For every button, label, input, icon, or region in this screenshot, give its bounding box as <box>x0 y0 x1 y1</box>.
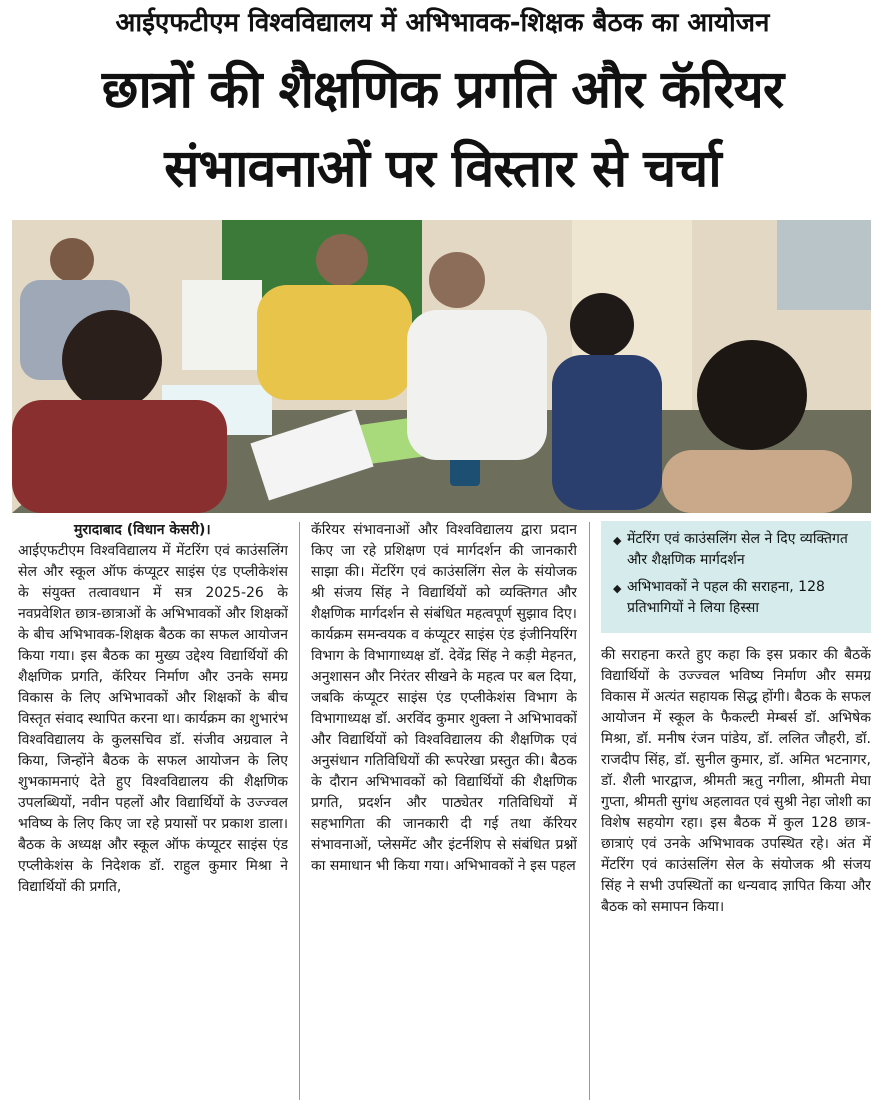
highlight-text: अभिभावकों ने पहल की सराहना, 128 प्रतिभागियों ने लिया हिस्सा <box>627 579 825 616</box>
main-headline-line-1: छात्रों की शैक्षणिक प्रगति और कॅरियर <box>101 60 784 120</box>
kicker-headline: आईएफटीएम विश्वविद्यालय में अभिभावक-शिक्षक बैठक का आयोजन <box>115 8 770 38</box>
paper-stack <box>182 280 262 370</box>
window <box>777 220 871 310</box>
article-column-3 <box>601 645 871 1100</box>
column-divider <box>589 522 590 1100</box>
dateline: मुरादाबाद (विधान केसरी)। <box>74 522 211 538</box>
diamond-bullet-icon: ◆ <box>613 582 622 595</box>
article-column-1 <box>18 520 288 1100</box>
column-divider <box>299 522 300 1100</box>
article-column-2 <box>311 520 577 1100</box>
article-text: की सराहना करते हुए कहा कि इस प्रकार की बैठकें विद्यार्थियों के उज्ज्वल भविष्य निर्माण और समग्र विकास में अत्यंत सहायक सिद्ध होंगी। बैठक के सफल आयोजन में स्कूल के फैकल्टी मेम्बर्स डॉ. अभिषेक मिश्रा, डॉ. मनीष रंजन पांडेय, डॉ. ललित जौहरी, डॉ. राजदीप सिंह, डॉ. सुनील कुमार, डॉ. अमित भटनागर, डॉ. शैली भारद्वाज, श्रीमती ऋतु नगीला, श्रीमती मेघा गुप्ता, श्रीमती सुगंध अहलावत एवं सुश्री नेहा जोशी का विशेष सहयोग रहा। इस बैठक में कुल 128 छात्र-छात्राएं एवं उनके अभिभावक उपस्थित रहे। अंत में मेंटरिंग एवं काउंसलिंग सेल के संयोजक श्री संजय सिंह ने सभी उपस्थितों का धन्यवाद ज्ञापित किया और बैठक को समापन किया। <box>601 647 871 915</box>
article-text: आईएफटीएम विश्वविद्यालय में मेंटरिंग एवं काउंसलिंग सेल और स्कूल ऑफ कंप्यूटर साइंस एंड एप्लीकेशंस के संयुक्त तत्वावधान में सत्र 2025-26 के नवप्रवेशित छात्र-छात्राओं के अभिभावकों और शिक्षकों के बीच अभिभावक-शिक्षक बैठक का सफल आयोजन किया गया। इस बैठक का मुख्य उद्देश्य विद्यार्थियों की शैक्षणिक प्रगति, कॅरियर निर्माण और उनके समग्र विकास के लिए अभिभावकों और शिक्षकों के बीच विस्तृत संवाद स्थापित करना था। कार्यक्रम का शुभारंभ विश्वविद्यालय के कुलसचिव डॉ. संजीव अग्रवाल ने किया, जिन्होंने बैठक के सफल आयोजन के लिए शुभकामनाएं देते हुए विश्वविद्यालय की शैक्षणिक उपलब्धियों, नवीन पहलों और विद्यार्थियों के उज्ज्वल भविष्य के लिए किए जा रहे प्रयासों पर प्रकाश डाला। बैठक के अध्यक्ष और स्कूल ऑफ कंप्यूटर साइंस एंड एप्लीकेशंस के निदेशक डॉ. राहुल कुमार मिश्रा ने विद्यार्थियों की प्रगति, <box>18 543 288 895</box>
article-text: कॅरियर संभावनाओं और विश्वविद्यालय द्वारा प्रदान किए जा रहे प्रशिक्षण एवं मार्गदर्शन की जानकारी साझा की। मेंटरिंग एवं काउंसलिंग सेल के संयोजक श्री संजय सिंह ने विद्यार्थियों को व्यक्तिगत और शैक्षणिक मार्गदर्शन से संबंधित महत्वपूर्ण सुझाव दिए। कार्यक्रम समन्वयक व कंप्यूटर साइंस एंड इंजीनियरिंग विभाग के विभागाध्यक्ष डॉ. देवेंद्र सिंह ने कड़ी मेहनत, अनुशासन और निरंतर सीखने के महत्व पर बल दिया, जबकि कंप्यूटर साइंस एंड एप्लीकेशंस विभाग के विभागाध्यक्ष डॉ. अरविंद कुमार शुक्ला ने अभिभावकों और विद्यार्थियों को विश्वविद्यालय की शैक्षणिक एवं अनुसंधान गतिविधियों की रूपरेखा प्रस्तुत की। बैठक के दौरान अभिभावकों को विद्यार्थियों की शैक्षणिक प्रगति, प्रदर्शन और पाठ्येतर गतिविधियों में सहभागिता की जानकारी दी गई तथा कॅरियर संभावनाओं, प्लेसमेंट और इंटर्नशिप से संबंधित प्रश्नों का समाधान भी किया गया। अभिभावकों ने इस पहल <box>311 522 577 874</box>
news-photo <box>12 220 871 513</box>
highlight-item <box>613 529 863 571</box>
diamond-bullet-icon: ◆ <box>613 534 622 547</box>
highlights-box <box>601 521 871 633</box>
main-headline-line-2: संभावनाओं पर विस्तार से चर्चा <box>164 139 721 199</box>
highlight-item <box>613 577 863 619</box>
highlight-text: मेंटरिंग एवं काउंसलिंग सेल ने दिए व्यक्तिगत और शैक्षणिक मार्गदर्शन <box>627 531 848 568</box>
